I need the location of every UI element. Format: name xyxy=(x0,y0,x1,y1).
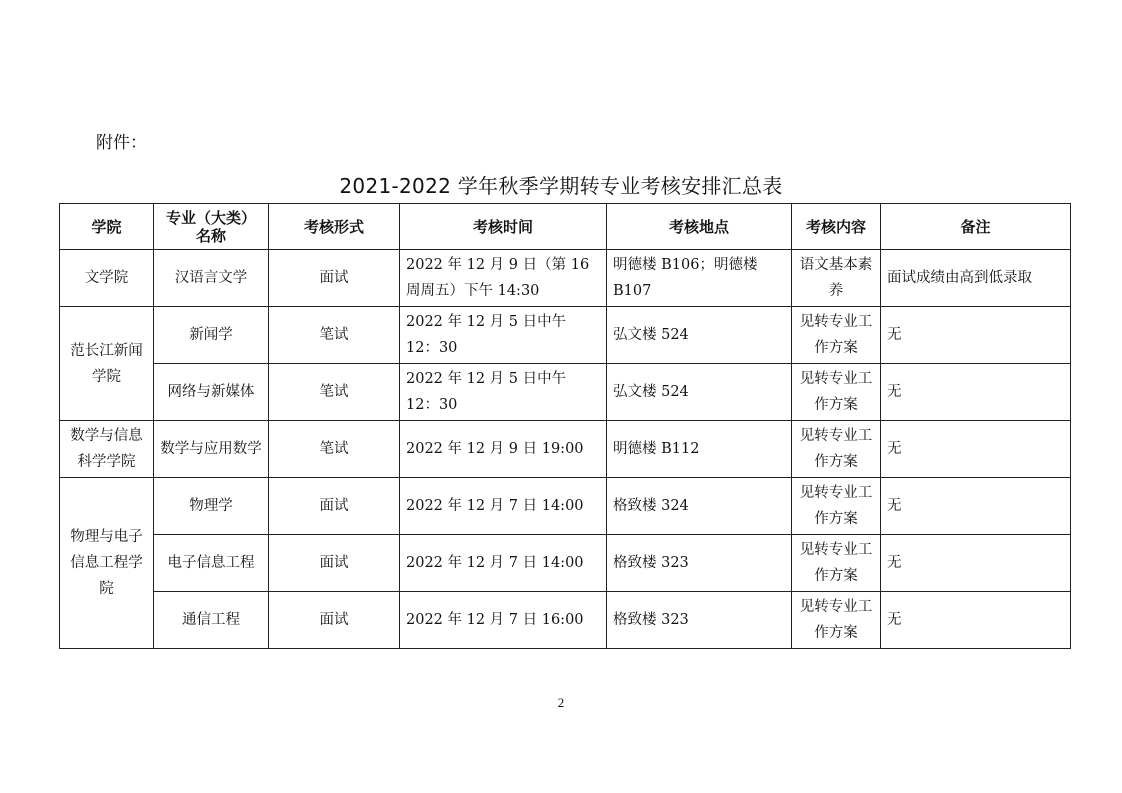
table-header-row xyxy=(60,204,1071,250)
place-cell: 格致楼 324 xyxy=(607,478,792,535)
college-cell: 文学院 xyxy=(60,250,154,307)
table-row xyxy=(60,421,1071,478)
table-row xyxy=(60,592,1071,649)
major-cell: 汉语言文学 xyxy=(154,250,269,307)
form-cell: 面试 xyxy=(269,250,400,307)
table-row xyxy=(60,535,1071,592)
header-content: 考核内容 xyxy=(792,204,881,250)
content-cell: 见转专业工作方案 xyxy=(792,535,881,592)
form-cell: 面试 xyxy=(269,535,400,592)
document-title: 2021-2022 学年秋季学期转专业考核安排汇总表 xyxy=(339,174,783,198)
note-cell: 无 xyxy=(881,307,1071,364)
note-cell: 无 xyxy=(881,478,1071,535)
header-major: 专业（大类） 名称 xyxy=(154,204,269,250)
place-cell: 弘文楼 524 xyxy=(607,307,792,364)
major-cell: 通信工程 xyxy=(154,592,269,649)
place-cell: 明德楼 B106；明德楼 B107 xyxy=(607,250,792,307)
attachment-label: 附件： xyxy=(96,133,147,153)
form-cell: 笔试 xyxy=(269,307,400,364)
time-cell: 2022 年 12 月 9 日 19:00 xyxy=(400,421,607,478)
major-cell: 新闻学 xyxy=(154,307,269,364)
table-row xyxy=(60,364,1071,421)
header-college: 学院 xyxy=(60,204,154,250)
time-cell: 2022 年 12 月 7 日 16:00 xyxy=(400,592,607,649)
table-row xyxy=(60,307,1071,364)
major-cell: 物理学 xyxy=(154,478,269,535)
college-cell: 数学与信息科学学院 xyxy=(60,421,154,478)
page-number: 2 xyxy=(557,695,565,710)
content-cell: 见转专业工作方案 xyxy=(792,478,881,535)
content-cell: 见转专业工作方案 xyxy=(792,421,881,478)
header-place: 考核地点 xyxy=(607,204,792,250)
content-cell: 语文基本素养 xyxy=(792,250,881,307)
place-cell: 弘文楼 524 xyxy=(607,364,792,421)
major-cell: 网络与新媒体 xyxy=(154,364,269,421)
table-row xyxy=(60,250,1071,307)
note-cell: 无 xyxy=(881,535,1071,592)
time-cell: 2022 年 12 月 9 日（第 16 周周五）下午 14:30 xyxy=(400,250,607,307)
note-cell: 无 xyxy=(881,364,1071,421)
place-cell: 格致楼 323 xyxy=(607,592,792,649)
time-cell: 2022 年 12 月 7 日 14:00 xyxy=(400,478,607,535)
college-cell: 物理与电子信息工程学院 xyxy=(60,478,154,649)
form-cell: 面试 xyxy=(269,478,400,535)
note-cell: 面试成绩由高到低录取 xyxy=(881,250,1071,307)
major-cell: 数学与应用数学 xyxy=(154,421,269,478)
schedule-table xyxy=(59,203,1071,649)
note-cell: 无 xyxy=(881,421,1071,478)
place-cell: 格致楼 323 xyxy=(607,535,792,592)
major-cell: 电子信息工程 xyxy=(154,535,269,592)
form-cell: 面试 xyxy=(269,592,400,649)
header-form: 考核形式 xyxy=(269,204,400,250)
content-cell: 见转专业工作方案 xyxy=(792,364,881,421)
time-cell: 2022 年 12 月 7 日 14:00 xyxy=(400,535,607,592)
content-cell: 见转专业工作方案 xyxy=(792,307,881,364)
header-note: 备注 xyxy=(881,204,1071,250)
place-cell: 明德楼 B112 xyxy=(607,421,792,478)
content-cell: 见转专业工作方案 xyxy=(792,592,881,649)
form-cell: 笔试 xyxy=(269,421,400,478)
form-cell: 笔试 xyxy=(269,364,400,421)
table-row xyxy=(60,478,1071,535)
college-cell: 范长江新闻学院 xyxy=(60,307,154,421)
time-cell: 2022 年 12 月 5 日中午 12：30 xyxy=(400,307,607,364)
header-time: 考核时间 xyxy=(400,204,607,250)
note-cell: 无 xyxy=(881,592,1071,649)
time-cell: 2022 年 12 月 5 日中午 12：30 xyxy=(400,364,607,421)
